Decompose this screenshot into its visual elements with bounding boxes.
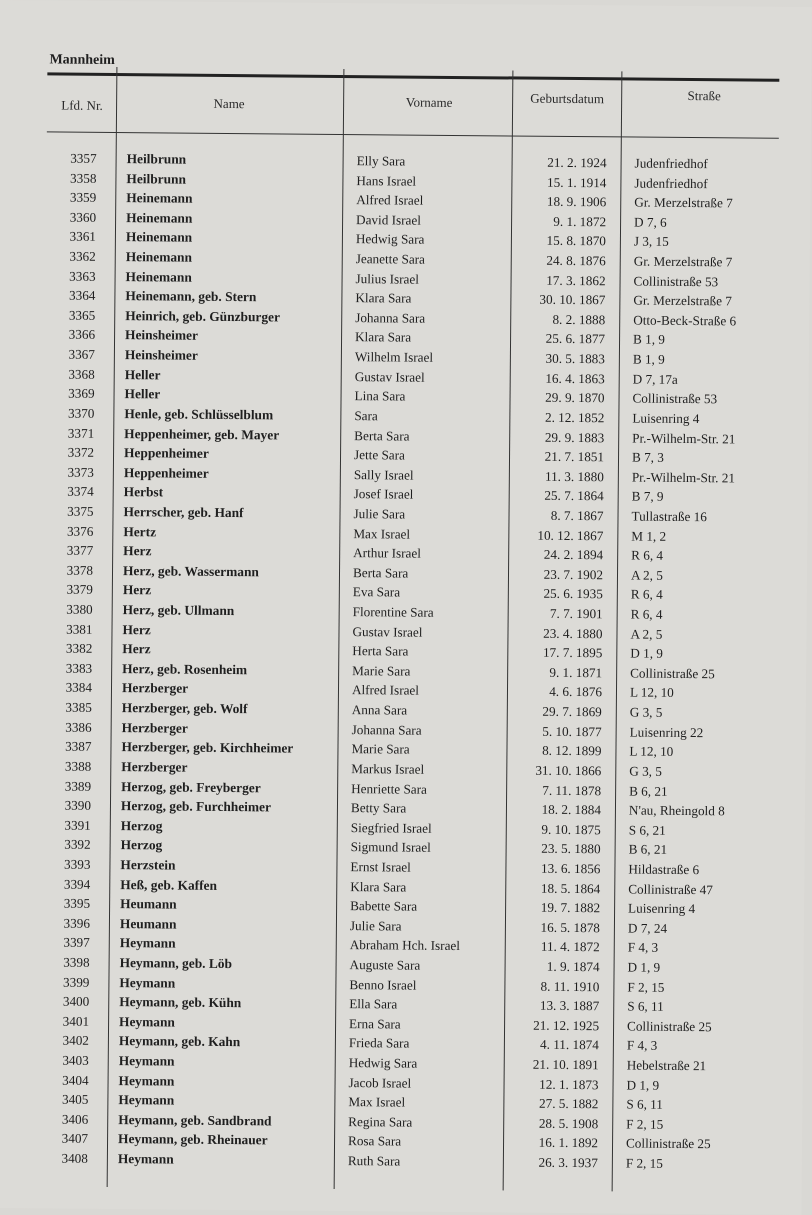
row-vorname: Regina Sara xyxy=(348,1113,413,1130)
city-heading: Mannheim xyxy=(49,52,115,69)
row-name: Heppenheimer, geb. Mayer xyxy=(124,425,280,442)
row-street: Pr.-Wilhelm-Str. 21 xyxy=(631,469,736,486)
row-number: 3379 xyxy=(66,582,93,598)
row-street: Judenfriedhof xyxy=(634,155,708,172)
row-name: Herz xyxy=(122,641,151,657)
row-number: 3391 xyxy=(64,817,91,833)
row-name: Heinemann xyxy=(125,249,193,265)
row-birthdate: 11. 3. 1880 xyxy=(544,468,604,485)
row-street: F 2, 15 xyxy=(627,979,665,995)
row-name: Heymann, geb. Kahn xyxy=(118,1033,241,1050)
row-street: B 1, 9 xyxy=(632,351,665,367)
row-birthdate: 23. 5. 1880 xyxy=(541,841,601,857)
header-strasse: Straße xyxy=(687,88,721,104)
row-name: Heinemann xyxy=(126,190,193,206)
row-vorname: Siegfried Israel xyxy=(350,819,432,836)
row-birthdate: 21. 7. 1851 xyxy=(544,448,605,465)
row-number: 3387 xyxy=(65,738,92,755)
row-birthdate: 8. 12. 1899 xyxy=(542,743,602,759)
row-vorname: Marie Sara xyxy=(351,741,410,757)
row-street: D 7, 6 xyxy=(634,214,667,230)
row-name: Herzberger, geb. Wolf xyxy=(121,700,248,717)
row-name: Hertz xyxy=(123,523,157,539)
row-street: B 6, 21 xyxy=(629,783,668,799)
row-vorname: Hedwig Sara xyxy=(348,1055,418,1071)
row-number: 3380 xyxy=(66,601,93,617)
row-street: Luisenring 4 xyxy=(628,900,696,917)
row-street: Tullastraße 16 xyxy=(631,508,707,525)
row-street: Pr.-Wilhelm-Str. 21 xyxy=(632,430,736,446)
row-name: Heymann xyxy=(118,1092,175,1108)
row-street: Luisenring 4 xyxy=(632,410,700,427)
row-vorname: Alfred Israel xyxy=(351,682,420,699)
row-number: 3378 xyxy=(66,562,94,578)
row-vorname: Julie Sara xyxy=(349,917,402,934)
row-name: Heinrich, geb. Günzburger xyxy=(125,307,281,325)
row-birthdate: 4. 11. 1874 xyxy=(539,1037,599,1053)
row-birthdate: 8. 2. 1888 xyxy=(552,311,606,328)
row-vorname: Betty Sara xyxy=(350,800,407,816)
row-name: Herzog xyxy=(120,817,163,834)
row-number: 3367 xyxy=(68,346,95,362)
row-vorname: Hans Israel xyxy=(356,172,417,189)
row-vorname: Ernst Israel xyxy=(350,859,411,875)
row-name: Herz, geb. Rosenheim xyxy=(122,660,248,678)
row-name: Heumann xyxy=(120,896,177,912)
row-name: Heller xyxy=(124,386,161,402)
row-street: Collinistraße 53 xyxy=(632,390,718,407)
row-birthdate: 21. 10. 1891 xyxy=(532,1056,599,1073)
row-name: Herzog, geb. Furchheimer xyxy=(120,798,272,815)
row-street: Otto-Beck-Straße 6 xyxy=(633,312,737,329)
row-number: 3398 xyxy=(63,954,90,970)
row-number: 3384 xyxy=(65,680,93,696)
row-number: 3371 xyxy=(67,425,95,441)
row-vorname: Herta Sara xyxy=(352,643,409,659)
row-vorname: Wilhelm Israel xyxy=(354,349,434,365)
row-name: Heymann, geb. Sandbrand xyxy=(118,1111,272,1129)
row-name: Heumann xyxy=(119,915,177,932)
row-street: B 7, 3 xyxy=(631,449,664,465)
row-birthdate: 23. 4. 1880 xyxy=(543,625,603,641)
row-number: 3362 xyxy=(69,248,96,264)
row-number: 3397 xyxy=(63,934,90,951)
row-birthdate: 16. 4. 1863 xyxy=(545,370,605,386)
row-name: Heymann xyxy=(119,935,176,951)
row-street: F 4, 3 xyxy=(627,939,659,956)
row-street: G 3, 5 xyxy=(629,704,663,720)
row-name: Heilbrunn xyxy=(126,151,187,167)
row-birthdate: 17. 3. 1862 xyxy=(546,272,606,288)
row-street: J 3, 15 xyxy=(633,233,669,250)
row-name: Heinemann xyxy=(125,268,192,285)
row-number: 3372 xyxy=(67,444,95,460)
row-birthdate: 9. 10. 1875 xyxy=(541,821,601,837)
row-vorname: Jette Sara xyxy=(353,447,406,463)
row-number: 3368 xyxy=(68,366,95,382)
row-street: N'au, Rheingold 8 xyxy=(628,802,725,819)
row-street: L 12, 10 xyxy=(629,684,674,701)
row-birthdate: 2. 12. 1852 xyxy=(544,409,605,426)
row-birthdate: 12. 1. 1873 xyxy=(539,1076,599,1092)
row-vorname: Ruth Sara xyxy=(347,1153,401,1169)
row-name: Heilbrunn xyxy=(126,170,187,187)
row-name: Heymann xyxy=(119,974,176,991)
row-birthdate: 17. 7. 1895 xyxy=(542,644,603,661)
row-street: R 6, 4 xyxy=(630,586,663,603)
row-name: Herz, geb. Ullmann xyxy=(122,602,235,619)
row-number: 3401 xyxy=(62,1013,90,1029)
row-name: Herz, geb. Wassermann xyxy=(122,562,259,580)
row-vorname: Sigmund Israel xyxy=(350,839,431,856)
row-name: Heymann, geb. Rheinauer xyxy=(117,1131,268,1148)
row-name: Heinsheimer xyxy=(124,347,198,363)
row-street: B 1, 9 xyxy=(632,332,666,348)
row-name: Herzberger xyxy=(121,758,188,775)
row-number: 3382 xyxy=(65,640,93,657)
row-number: 3357 xyxy=(70,150,97,166)
row-name: Heymann, geb. Kühn xyxy=(119,994,242,1011)
row-number: 3405 xyxy=(61,1091,89,1108)
row-name: Herzstein xyxy=(120,857,176,873)
row-street: D 1, 9 xyxy=(627,959,661,975)
header-vorname: Vorname xyxy=(405,94,453,110)
row-birthdate: 5. 10. 1877 xyxy=(542,723,602,739)
row-vorname: Markus Israel xyxy=(351,760,425,777)
row-birthdate: 23. 7. 1902 xyxy=(543,566,604,583)
row-street: S 6, 11 xyxy=(627,998,664,1015)
row-birthdate: 25. 6. 1935 xyxy=(543,586,603,602)
row-vorname: Klara Sara xyxy=(355,290,412,306)
row-number: 3396 xyxy=(63,915,91,931)
row-number: 3370 xyxy=(67,405,95,421)
row-birthdate: 15. 8. 1870 xyxy=(546,233,606,249)
row-birthdate: 18. 9. 1906 xyxy=(546,193,607,210)
row-street: L 12, 10 xyxy=(629,743,674,760)
row-vorname: Rosa Sara xyxy=(347,1133,402,1150)
row-number: 3373 xyxy=(67,464,94,480)
row-number: 3408 xyxy=(61,1150,88,1166)
row-vorname: Eva Sara xyxy=(352,584,401,600)
row-birthdate: 29. 9. 1883 xyxy=(544,429,605,445)
row-birthdate: 8. 11. 1910 xyxy=(540,978,600,994)
row-birthdate: 28. 5. 1908 xyxy=(538,1115,599,1132)
row-name: Heppenheimer xyxy=(123,445,209,461)
row-street: D 1, 9 xyxy=(630,645,663,662)
row-name: Herzog, geb. Freyberger xyxy=(121,778,261,795)
row-birthdate: 24. 2. 1894 xyxy=(543,546,604,563)
row-name: Heymann, geb. Löb xyxy=(119,955,233,972)
row-number: 3358 xyxy=(70,170,97,186)
row-number: 3388 xyxy=(64,758,92,774)
row-number: 3400 xyxy=(62,993,90,1010)
row-street: Collinistraße 47 xyxy=(628,881,713,897)
row-street: F 2, 15 xyxy=(625,1155,663,1171)
row-name: Heinemann xyxy=(125,229,193,246)
row-number: 3403 xyxy=(62,1052,89,1068)
row-number: 3392 xyxy=(64,836,91,853)
row-vorname: Julius Israel xyxy=(355,270,420,287)
row-street: B 6, 21 xyxy=(628,841,668,858)
row-birthdate: 25. 7. 1864 xyxy=(544,488,604,504)
row-birthdate: 21. 2. 1924 xyxy=(547,154,607,171)
row-street: D 1, 9 xyxy=(626,1077,660,1093)
row-number: 3361 xyxy=(69,229,97,245)
row-vorname: Klara Sara xyxy=(355,329,412,346)
row-name: Herzberger, geb. Kirchheimer xyxy=(121,739,294,756)
row-number: 3360 xyxy=(69,209,97,225)
row-number: 3394 xyxy=(63,876,91,892)
row-street: Collinistraße 25 xyxy=(627,1018,712,1035)
row-name: Heller xyxy=(124,366,161,383)
row-name: Heymann xyxy=(118,1053,175,1069)
row-birthdate: 8. 7. 1867 xyxy=(550,507,604,524)
row-vorname: Hedwig Sara xyxy=(355,231,425,248)
row-number: 3404 xyxy=(62,1072,89,1088)
row-street: Collinistraße 25 xyxy=(630,665,715,682)
row-vorname: Anna Sara xyxy=(351,702,408,718)
header-top-rule xyxy=(47,72,779,81)
row-street: Luisenring 22 xyxy=(629,724,704,740)
row-number: 3363 xyxy=(69,268,96,284)
row-vorname: Florentine Sara xyxy=(352,604,434,620)
row-street: M 1, 2 xyxy=(631,528,667,544)
row-street: D 7, 17a xyxy=(632,371,678,387)
row-vorname: Jacob Israel xyxy=(348,1074,412,1091)
row-street: Hildastraße 6 xyxy=(628,861,700,878)
row-vorname: Henriette Sara xyxy=(351,780,427,797)
row-number: 3377 xyxy=(66,542,94,559)
row-number: 3395 xyxy=(63,895,91,911)
row-street: Gr. Merzelstraße 7 xyxy=(633,253,733,270)
row-vorname: Josef Israel xyxy=(353,486,414,502)
row-vorname: Alfred Israel xyxy=(356,192,424,208)
row-birthdate: 13. 3. 1887 xyxy=(539,997,600,1014)
row-number: 3383 xyxy=(65,660,93,676)
header-name: Name xyxy=(213,95,245,112)
row-vorname: Elly Sara xyxy=(356,153,406,169)
row-number: 3364 xyxy=(68,287,96,304)
row-vorname: Erna Sara xyxy=(349,1015,401,1032)
row-birthdate: 24. 8. 1876 xyxy=(546,252,606,269)
row-number: 3390 xyxy=(64,797,92,813)
row-vorname: Frieda Sara xyxy=(348,1035,410,1052)
row-vorname: Max Israel xyxy=(353,525,411,542)
row-name: Henle, geb. Schlüsselblum xyxy=(124,406,274,423)
row-birthdate: 9. 1. 1872 xyxy=(553,213,607,230)
row-name: Heß, geb. Kaffen xyxy=(120,876,218,893)
row-vorname: Johanna Sara xyxy=(355,309,426,326)
row-vorname: David Israel xyxy=(356,211,421,228)
row-street: R 6, 4 xyxy=(631,547,664,563)
row-number: 3407 xyxy=(61,1131,89,1147)
row-birthdate: 13. 6. 1856 xyxy=(541,860,601,877)
row-birthdate: 21. 12. 1925 xyxy=(533,1017,600,1034)
row-street: Collinistraße 25 xyxy=(625,1135,711,1152)
row-name: Herz xyxy=(122,582,152,598)
row-name: Herz xyxy=(122,621,151,637)
row-vorname: Abraham Hch. Israel xyxy=(349,937,461,954)
row-birthdate: 16. 1. 1892 xyxy=(538,1135,599,1151)
row-name: Heymann xyxy=(119,1013,175,1030)
row-street: S 6, 21 xyxy=(628,822,666,838)
row-street: Hebelstraße 21 xyxy=(626,1057,707,1074)
row-birthdate: 15. 1. 1914 xyxy=(547,174,607,190)
row-birthdate: 1. 9. 1874 xyxy=(546,958,600,975)
row-birthdate: 19. 7. 1882 xyxy=(540,899,601,916)
row-birthdate: 31. 10. 1866 xyxy=(535,762,602,779)
row-street: A 2, 5 xyxy=(630,626,663,642)
row-vorname: Sally Israel xyxy=(353,466,414,483)
header-bottom-rule xyxy=(47,131,779,138)
row-name: Heinemann xyxy=(126,209,193,226)
row-birthdate: 18. 5. 1864 xyxy=(540,880,601,896)
row-street: Judenfriedhof xyxy=(634,175,708,191)
row-street: F 4, 3 xyxy=(626,1037,658,1054)
row-birthdate: 27. 5. 1882 xyxy=(538,1095,599,1112)
row-street: D 7, 24 xyxy=(627,920,668,936)
row-name: Heinsheimer xyxy=(125,327,199,344)
row-birthdate: 18. 2. 1884 xyxy=(541,801,602,818)
row-number: 3389 xyxy=(64,778,92,794)
row-name: Heymann xyxy=(118,1072,175,1089)
row-birthdate: 29. 7. 1869 xyxy=(542,703,602,720)
row-street: F 2, 15 xyxy=(626,1116,664,1132)
row-vorname: Arthur Israel xyxy=(353,545,422,561)
header-nr: Lfd. Nr. xyxy=(61,97,103,113)
table-body xyxy=(0,148,811,1175)
row-vorname: Marie Sara xyxy=(352,662,411,679)
row-birthdate: 30. 10. 1867 xyxy=(539,291,606,308)
row-number: 3402 xyxy=(62,1033,89,1049)
row-street: Gr. Merzelstraße 7 xyxy=(633,292,732,309)
row-vorname: Gustav Israel xyxy=(352,623,423,640)
row-vorname: Sara xyxy=(354,408,378,424)
row-name: Herz xyxy=(123,543,152,559)
row-vorname: Ella Sara xyxy=(349,996,398,1012)
row-number: 3369 xyxy=(68,385,95,402)
row-vorname: Berta Sara xyxy=(354,427,410,444)
row-number: 3385 xyxy=(65,699,92,715)
row-birthdate: 4. 6. 1876 xyxy=(549,684,603,700)
row-vorname: Julie Sara xyxy=(353,506,406,522)
row-street: S 6, 11 xyxy=(626,1096,663,1113)
row-birthdate: 30. 5. 1883 xyxy=(545,350,605,367)
row-street: Collinistraße 53 xyxy=(633,273,719,289)
row-birthdate: 7. 11. 1878 xyxy=(542,782,602,798)
header-geburtsdatum: Geburtsdatum xyxy=(530,90,605,107)
row-birthdate: 16. 5. 1878 xyxy=(540,919,600,936)
row-name: Herzberger xyxy=(121,680,189,697)
row-vorname: Lina Sara xyxy=(354,388,406,404)
row-birthdate: 11. 4. 1872 xyxy=(540,939,600,955)
row-birthdate: 9. 1. 1871 xyxy=(549,664,603,681)
row-number: 3393 xyxy=(64,856,91,872)
row-vorname: Benno Israel xyxy=(349,976,417,993)
row-vorname: Jeanette Sara xyxy=(355,251,426,267)
row-name: Herrscher, geb. Hanf xyxy=(123,504,244,521)
row-name: Heymann xyxy=(117,1151,174,1167)
row-birthdate: 26. 3. 1937 xyxy=(538,1154,598,1171)
row-street: Gr. Merzelstraße 7 xyxy=(634,194,733,211)
row-street: G 3, 5 xyxy=(629,763,662,779)
row-birthdate: 10. 12. 1867 xyxy=(537,527,604,543)
row-vorname: Gustav Israel xyxy=(354,368,425,385)
row-birthdate: 29. 9. 1870 xyxy=(545,390,605,406)
row-number: 3376 xyxy=(66,523,94,539)
row-number: 3406 xyxy=(61,1111,89,1127)
row-number: 3374 xyxy=(67,483,94,500)
row-name: Herzberger xyxy=(121,719,188,736)
row-street: A 2, 5 xyxy=(630,567,663,583)
row-street: B 7, 9 xyxy=(631,488,664,505)
row-name: Herbst xyxy=(123,484,164,500)
row-number: 3399 xyxy=(62,974,90,990)
row-number: 3366 xyxy=(68,327,96,343)
row-street: R 6, 4 xyxy=(630,606,663,622)
row-number: 3365 xyxy=(68,307,96,323)
row-vorname: Berta Sara xyxy=(352,564,409,581)
row-number: 3359 xyxy=(69,189,97,206)
row-name: Heppenheimer xyxy=(123,464,209,481)
row-name: Heinemann, geb. Stern xyxy=(125,288,257,305)
row-name: Herzog xyxy=(120,837,163,853)
row-birthdate: 7. 7. 1901 xyxy=(549,605,603,622)
row-vorname: Max Israel xyxy=(348,1094,406,1110)
row-number: 3386 xyxy=(65,719,92,735)
row-birthdate: 25. 6. 1877 xyxy=(545,331,606,347)
row-vorname: Auguste Sara xyxy=(349,957,421,973)
row-vorname: Johanna Sara xyxy=(351,721,422,738)
row-vorname: Klara Sara xyxy=(350,878,407,895)
row-number: 3381 xyxy=(66,621,93,637)
row-vorname: Babette Sara xyxy=(350,898,418,914)
row-number: 3375 xyxy=(67,503,94,519)
